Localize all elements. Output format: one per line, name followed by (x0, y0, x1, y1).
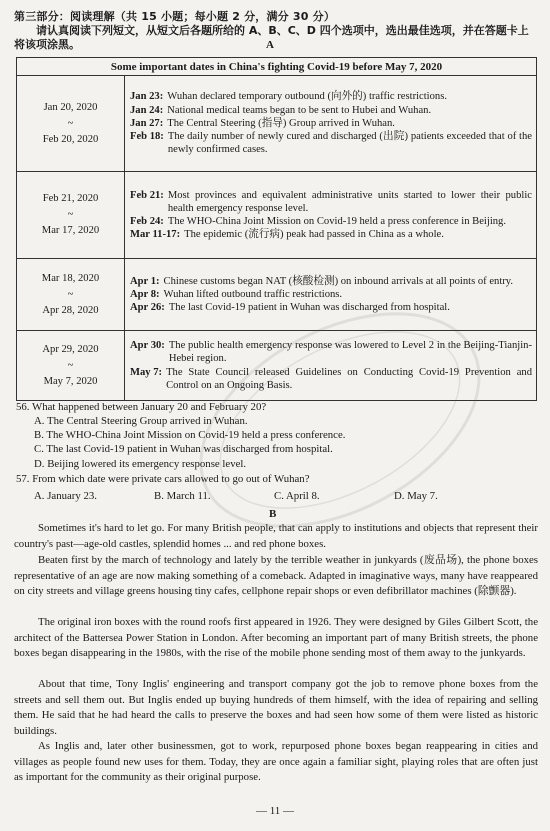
event-item (130, 130, 532, 156)
event-date: Jan 24: (130, 104, 164, 116)
question-56-option-a: A. The Central Steering Group arrived in Wuhan. (34, 415, 248, 427)
event-date: Feb 18: (130, 131, 164, 143)
table-row (17, 172, 537, 259)
range-to: May 7, 2020 (43, 375, 98, 387)
event-text: Most provinces and equivalent administrative units started to lower their public health emergency response level. (167, 189, 532, 214)
question-57-option-b: B. March 11. (154, 490, 211, 502)
range-to: Apr 28, 2020 (42, 304, 99, 316)
event-list (125, 259, 537, 331)
event-text: Wuhan lifted outbound traffic restrictions. (163, 288, 343, 300)
page-number: — 11 — (255, 805, 295, 817)
event-text: The Central Steering (指导) Group arrived in Wuhan. (167, 117, 395, 129)
event-text: The State Council released Guidelines on Conducting Covid-19 Prevention and Control on an Ongoing Basis. (166, 366, 532, 391)
event-text: Chinese customs began NAT (核酸检测) on inbound arrivals at all points of entry. (163, 275, 514, 287)
date-range (17, 331, 125, 401)
section-a-label: A (266, 39, 274, 51)
question-56-stem: 56. What happened between January 20 and February 20? (16, 401, 267, 413)
section-header: 第三部分：阅读理解（共 15 小题；每小题 2 分，满分 30 分） (14, 10, 336, 23)
table-row (17, 331, 537, 401)
range-tilde: ~ (67, 288, 74, 300)
event-text: The public health emergency response was lowered to Level 2 in the Beijing-Tianjin-Hebei region. (168, 340, 532, 365)
event-date: Apr 1: (130, 275, 160, 287)
event-text: Wuhan declared temporary outbound (向外的) traffic restrictions. (167, 91, 447, 103)
passage-paragraph: The original iron boxes with the round roofs first appeared in 1926. They were designed by Giles Gilbert Scott, the architect of the Battersea Power Station in London. After becoming an important part of many British streets, the phone boxes began disappearing in the 1980s, with the rise of the mobile phone sending most of them away to the junkyards. (14, 616, 538, 660)
event-item (130, 288, 532, 301)
passage-paragraph: As Inglis and, later other businessmen, got to work, repurposed phone boxes began reappearing in cities and villages as people found new uses for them. Today, they are once again a familiar sight, playing roles that are often just as important for the community as their original purpose. (14, 740, 538, 784)
event-item (130, 275, 532, 288)
question-57-option-c: C. April 8. (274, 490, 320, 502)
table-title: Some important dates in China's fighting Covid-19 before May 7, 2020 (17, 58, 537, 76)
question-57-option-a: A. January 23. (34, 490, 97, 502)
event-date: Apr 30: (130, 340, 165, 352)
range-from: Feb 21, 2020 (42, 193, 99, 204)
event-item (130, 301, 532, 314)
range-from: Mar 18, 2020 (41, 272, 100, 284)
passage-paragraph: Sometimes it's hard to let go. For many British people, that can apply to institutions and objects that represent their country's past—age-old castles, splendid homes ... and red phone boxes. (14, 522, 538, 550)
range-tilde: ~ (67, 117, 74, 129)
event-item (130, 189, 532, 215)
event-item (130, 90, 532, 103)
date-range (17, 172, 125, 259)
event-date: May 7: (130, 366, 163, 378)
event-list (125, 172, 537, 259)
passage-paragraph: About that time, Tony Inglis' engineering and transport company got the job to remove phone boxes from the streets and sell them out. But Inglis ended up buying hundreds of them himself, with the idea of repairing and selling them. He said that he had heard the calls to preserve the boxes and had seen how some of them were listed as historic buildings. (14, 678, 538, 737)
date-range (17, 259, 125, 331)
event-item (130, 215, 532, 228)
range-tilde: ~ (67, 359, 74, 371)
range-from: Jan 20, 2020 (43, 101, 98, 113)
question-57-option-d: D. May 7. (394, 490, 438, 502)
event-date: Feb 21: (130, 189, 164, 201)
question-57-stem: 57. From which date were private cars allowed to go out of Wuhan? (16, 473, 310, 485)
event-date: Mar 11-17: (130, 229, 181, 241)
question-56-option-c: C. The last Covid-19 patient in Wuhan was discharged from hospital. (34, 443, 333, 455)
covid-dates-table (16, 57, 537, 401)
instruction-text: 请认真阅读下列短文，从短文后各题所给的 A、B、C、D 四个选项中，选出最佳选项，并在答题卡上将该项涂黑。 (14, 24, 529, 51)
event-item (130, 117, 532, 130)
event-list (125, 331, 537, 401)
event-list (125, 76, 537, 172)
event-date: Feb 24: (130, 216, 164, 227)
question-57-options (34, 490, 514, 502)
table-row (17, 259, 537, 331)
range-from: Apr 29, 2020 (42, 343, 99, 355)
event-date: Apr 26: (130, 302, 165, 314)
range-to: Mar 17, 2020 (41, 225, 100, 236)
event-item (130, 104, 532, 117)
event-text: The last Covid-19 patient in Wuhan was discharged from hospital. (168, 302, 450, 314)
event-item (130, 366, 532, 392)
event-text: The WHO-China Joint Mission on Covid-19 held a press conference in Beijing. (167, 216, 507, 227)
event-item (130, 228, 532, 241)
table-row (17, 76, 537, 172)
event-date: Jan 27: (130, 117, 164, 129)
event-text: National medical teams began to be sent to Hubei and Wuhan. (167, 104, 432, 116)
date-range (17, 76, 125, 172)
range-to: Feb 20, 2020 (42, 133, 99, 145)
question-56-option-d: D. Beijing lowered its emergency response level. (34, 458, 247, 470)
event-text: The daily number of newly cured and discharged (出院) patients exceeded that of the newly confirmed cases. (167, 131, 532, 156)
question-56-option-b: B. The WHO-China Joint Mission on Covid-19 held a press conference. (34, 429, 346, 441)
event-text: The epidemic (流行病) peak had passed in China as a whole. (184, 229, 444, 241)
section-b-label: B (269, 508, 277, 520)
range-tilde: ~ (67, 209, 74, 220)
event-item (130, 339, 532, 365)
event-date: Apr 8: (130, 288, 160, 300)
event-date: Jan 23: (130, 91, 164, 103)
passage-paragraph: Beaten first by the march of technology and lately by the terrible weather in junkyards (废品场), the phone boxes representative of an age are now making something of a comeback. Adapted in imaginative ways, many have reappeared on city streets and village greens housing tiny cafes, cellphone repair shops or even defibrillator machines (除颤器). (14, 554, 538, 598)
